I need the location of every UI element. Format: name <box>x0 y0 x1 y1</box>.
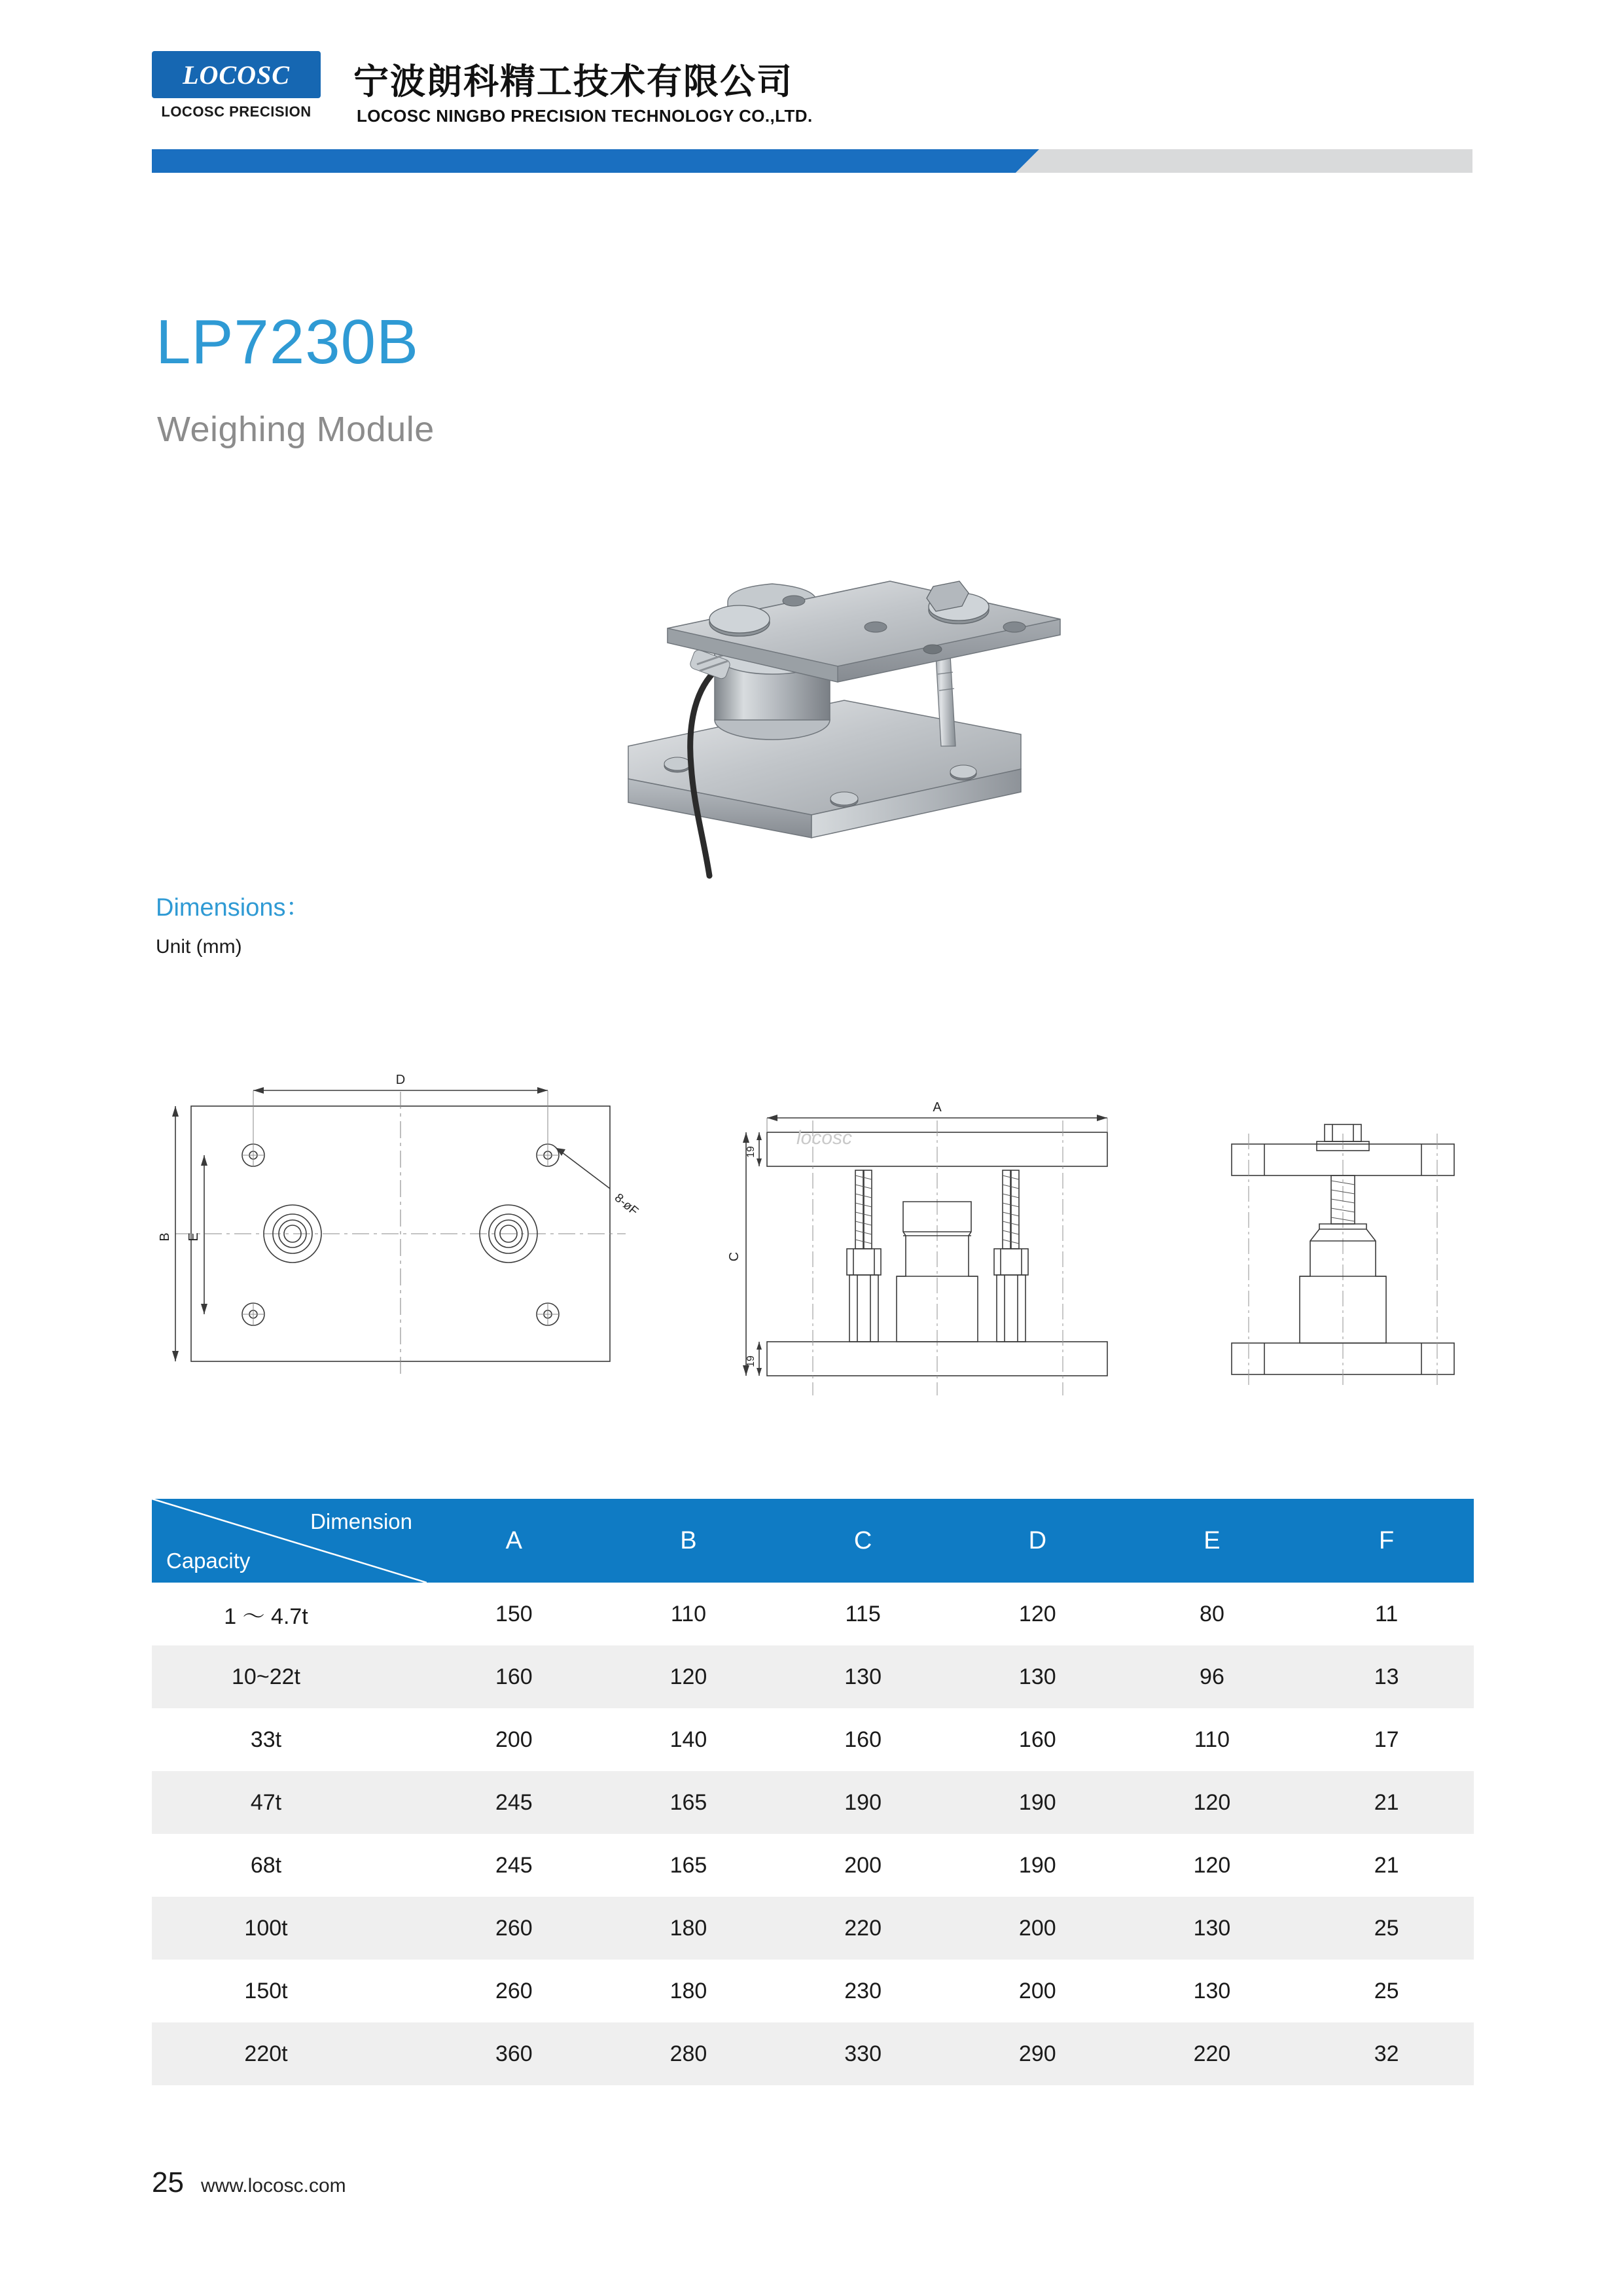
dimensions-heading: Dimensions： <box>156 894 311 922</box>
row-capacity: 68t <box>152 1834 427 1897</box>
row-capacity: 100t <box>152 1897 427 1960</box>
svg-text:D: D <box>395 1073 406 1087</box>
cell-d: 130 <box>950 1645 1125 1708</box>
drawing-side-view <box>1232 1124 1454 1388</box>
row-capacity: 1 〜 4.7t <box>152 1583 427 1645</box>
cell-f: 25 <box>1299 1897 1474 1960</box>
cell-d: 200 <box>950 1897 1125 1960</box>
drawing-front-view <box>727 1100 1107 1395</box>
row-capacity: 47t <box>152 1771 427 1834</box>
table-row <box>152 1771 1474 1834</box>
table-corner-header <box>152 1499 427 1583</box>
row-capacity: 10~22t <box>152 1645 427 1708</box>
cell-c: 130 <box>776 1645 950 1708</box>
cell-c: 220 <box>776 1897 950 1960</box>
page-header <box>0 0 1623 190</box>
row-capacity: 150t <box>152 1960 427 2022</box>
cell-e: 130 <box>1125 1897 1300 1960</box>
table-row <box>152 2022 1474 2085</box>
header-bar-blue <box>152 149 1016 173</box>
svg-text:E: E <box>187 1232 201 1242</box>
table-row <box>152 1583 1474 1645</box>
cell-b: 165 <box>601 1771 776 1834</box>
page-title: LP7230B <box>156 307 419 377</box>
cell-a: 245 <box>427 1834 601 1897</box>
cell-d: 160 <box>950 1708 1125 1771</box>
cell-d: 120 <box>950 1583 1125 1645</box>
cell-a: 260 <box>427 1897 601 1960</box>
cell-d: 190 <box>950 1834 1125 1897</box>
cell-d: 290 <box>950 2022 1125 2085</box>
company-name-en: LOCOSC NINGBO PRECISION TECHNOLOGY CO.,LTD. <box>357 106 813 126</box>
cell-f: 25 <box>1299 1960 1474 2022</box>
footer-website: www.locosc.com <box>200 2175 346 2197</box>
cell-a: 260 <box>427 1960 601 2022</box>
cell-a: 360 <box>427 2022 601 2085</box>
logo-text: LOCOSC <box>183 60 290 90</box>
cell-b: 110 <box>601 1583 776 1645</box>
row-capacity: 33t <box>152 1708 427 1771</box>
table-header-row <box>152 1499 1474 1583</box>
cell-b: 165 <box>601 1834 776 1897</box>
svg-text:19: 19 <box>745 1355 757 1367</box>
row-capacity: 220t <box>152 2022 427 2085</box>
svg-text:8-øF: 8-øF <box>611 1191 641 1219</box>
column-header-a: A <box>427 1499 601 1583</box>
cell-c: 200 <box>776 1834 950 1897</box>
table-row <box>152 1960 1474 2022</box>
corner-label-dimension: Dimension <box>310 1509 412 1534</box>
column-header-d: D <box>950 1499 1125 1583</box>
technical-drawings <box>152 1060 1474 1466</box>
svg-text:C: C <box>727 1251 741 1262</box>
corner-label-capacity: Capacity <box>166 1549 251 1573</box>
column-header-c: C <box>776 1499 950 1583</box>
svg-text:19: 19 <box>745 1146 757 1158</box>
cell-d: 200 <box>950 1960 1125 2022</box>
cell-a: 160 <box>427 1645 601 1708</box>
table-row <box>152 1708 1474 1771</box>
dimension-table <box>152 1499 1474 2085</box>
cell-d: 190 <box>950 1771 1125 1834</box>
brand-logo <box>152 51 342 128</box>
column-header-e: E <box>1125 1499 1300 1583</box>
page-footer <box>152 2166 1474 2206</box>
cell-e: 120 <box>1125 1834 1300 1897</box>
cell-c: 230 <box>776 1960 950 2022</box>
logo-subtitle: LOCOSC PRECISION <box>161 103 312 120</box>
cell-c: 160 <box>776 1708 950 1771</box>
cell-e: 130 <box>1125 1960 1300 2022</box>
cell-a: 245 <box>427 1771 601 1834</box>
cell-f: 13 <box>1299 1645 1474 1708</box>
cell-b: 180 <box>601 1960 776 2022</box>
dimensions-unit: Unit (mm) <box>156 936 242 958</box>
cell-e: 80 <box>1125 1583 1300 1645</box>
table-row <box>152 1645 1474 1708</box>
cell-e: 120 <box>1125 1771 1300 1834</box>
cell-c: 115 <box>776 1583 950 1645</box>
cell-e: 110 <box>1125 1708 1300 1771</box>
cell-c: 330 <box>776 2022 950 2085</box>
cell-b: 280 <box>601 2022 776 2085</box>
svg-text:B: B <box>158 1232 172 1242</box>
cell-e: 96 <box>1125 1645 1300 1708</box>
company-name-cn: 宁波朗科精工技术有限公司 <box>353 61 793 102</box>
table-row <box>152 1834 1474 1897</box>
column-header-f: F <box>1299 1499 1474 1583</box>
column-header-b: B <box>601 1499 776 1583</box>
cell-b: 120 <box>601 1645 776 1708</box>
product-photo <box>563 439 1113 923</box>
header-bar-gray <box>1039 149 1472 173</box>
cell-f: 21 <box>1299 1771 1474 1834</box>
svg-text:locosc: locosc <box>796 1127 853 1149</box>
page-subtitle: Weighing Module <box>157 410 435 449</box>
cell-b: 180 <box>601 1897 776 1960</box>
cell-e: 220 <box>1125 2022 1300 2085</box>
table-row <box>152 1897 1474 1960</box>
logo-badge <box>152 51 321 98</box>
page-number: 25 <box>152 2166 184 2198</box>
header-accent-bar <box>152 149 1472 173</box>
cell-f: 17 <box>1299 1708 1474 1771</box>
drawing-top-view <box>158 1073 641 1378</box>
cell-f: 21 <box>1299 1834 1474 1897</box>
svg-text:A: A <box>933 1100 942 1115</box>
cell-a: 200 <box>427 1708 601 1771</box>
cell-a: 150 <box>427 1583 601 1645</box>
cell-c: 190 <box>776 1771 950 1834</box>
dimension-table-wrapper <box>152 1499 1474 2085</box>
cell-b: 140 <box>601 1708 776 1771</box>
cell-f: 32 <box>1299 2022 1474 2085</box>
cell-f: 11 <box>1299 1583 1474 1645</box>
